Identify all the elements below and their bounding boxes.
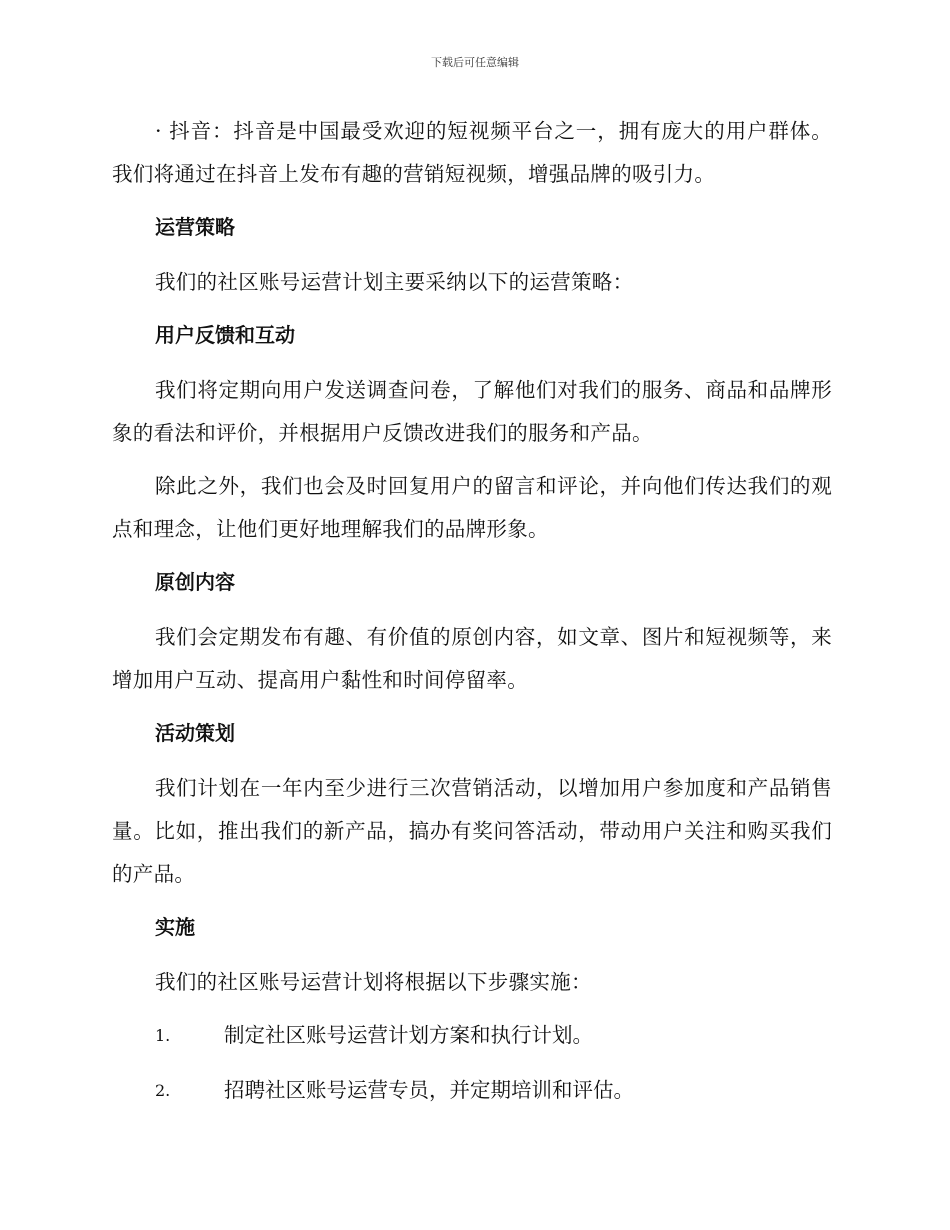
paragraph: 除此之外，我们也会及时回复用户的留言和评论，并向他们传达我们的观点和理念，让他们更好地理解我们的品牌形象。 xyxy=(112,474,832,541)
list-text: 制定社区账号运营计划方案和执行计划。 xyxy=(224,1023,593,1047)
list-item xyxy=(112,1069,832,1112)
list-text: 招聘社区账号运营专员，并定期培训和评估。 xyxy=(224,1078,634,1102)
paragraph: · 抖音：抖音是中国最受欢迎的短视频平台之一，拥有庞大的用户群体。我们将通过在抖音上发布有趣的营销短视频，增强品牌的吸引力。 xyxy=(112,119,832,186)
section-heading: 用户反馈和互动 xyxy=(155,323,295,347)
paragraph: 我们的社区账号运营计划将根据以下步骤实施： xyxy=(155,970,592,994)
paragraph: 我们会定期发布有趣、有价值的原创内容，如文章、图片和短视频等，来增加用户互动、提高用户黏性和时间停留率。 xyxy=(112,625,832,692)
list-item xyxy=(112,1014,832,1057)
list-number: 1. xyxy=(155,1026,171,1045)
paragraph: 我们计划在一年内至少进行三次营销活动，以增加用户参加度和产品销售量。比如，推出我们的新产品，搞办有奖问答活动，带动用户关注和购买我们的产品。 xyxy=(112,776,832,886)
document-body xyxy=(112,110,832,1124)
list-number: 2. xyxy=(155,1081,171,1100)
paragraph: 我们将定期向用户发送调查问卷，了解他们对我们的服务、商品和品牌形象的看法和评价，并根据用户反馈改进我们的服务和产品。 xyxy=(112,378,832,445)
section-heading: 实施 xyxy=(155,915,195,939)
paragraph: 我们的社区账号运营计划主要采纳以下的运营策略： xyxy=(155,270,634,294)
section-heading: 运营策略 xyxy=(155,215,235,239)
section-heading: 原创内容 xyxy=(155,570,235,594)
section-heading: 活动策划 xyxy=(155,721,235,745)
page-header: 下载后可任意编辑 xyxy=(431,56,519,69)
